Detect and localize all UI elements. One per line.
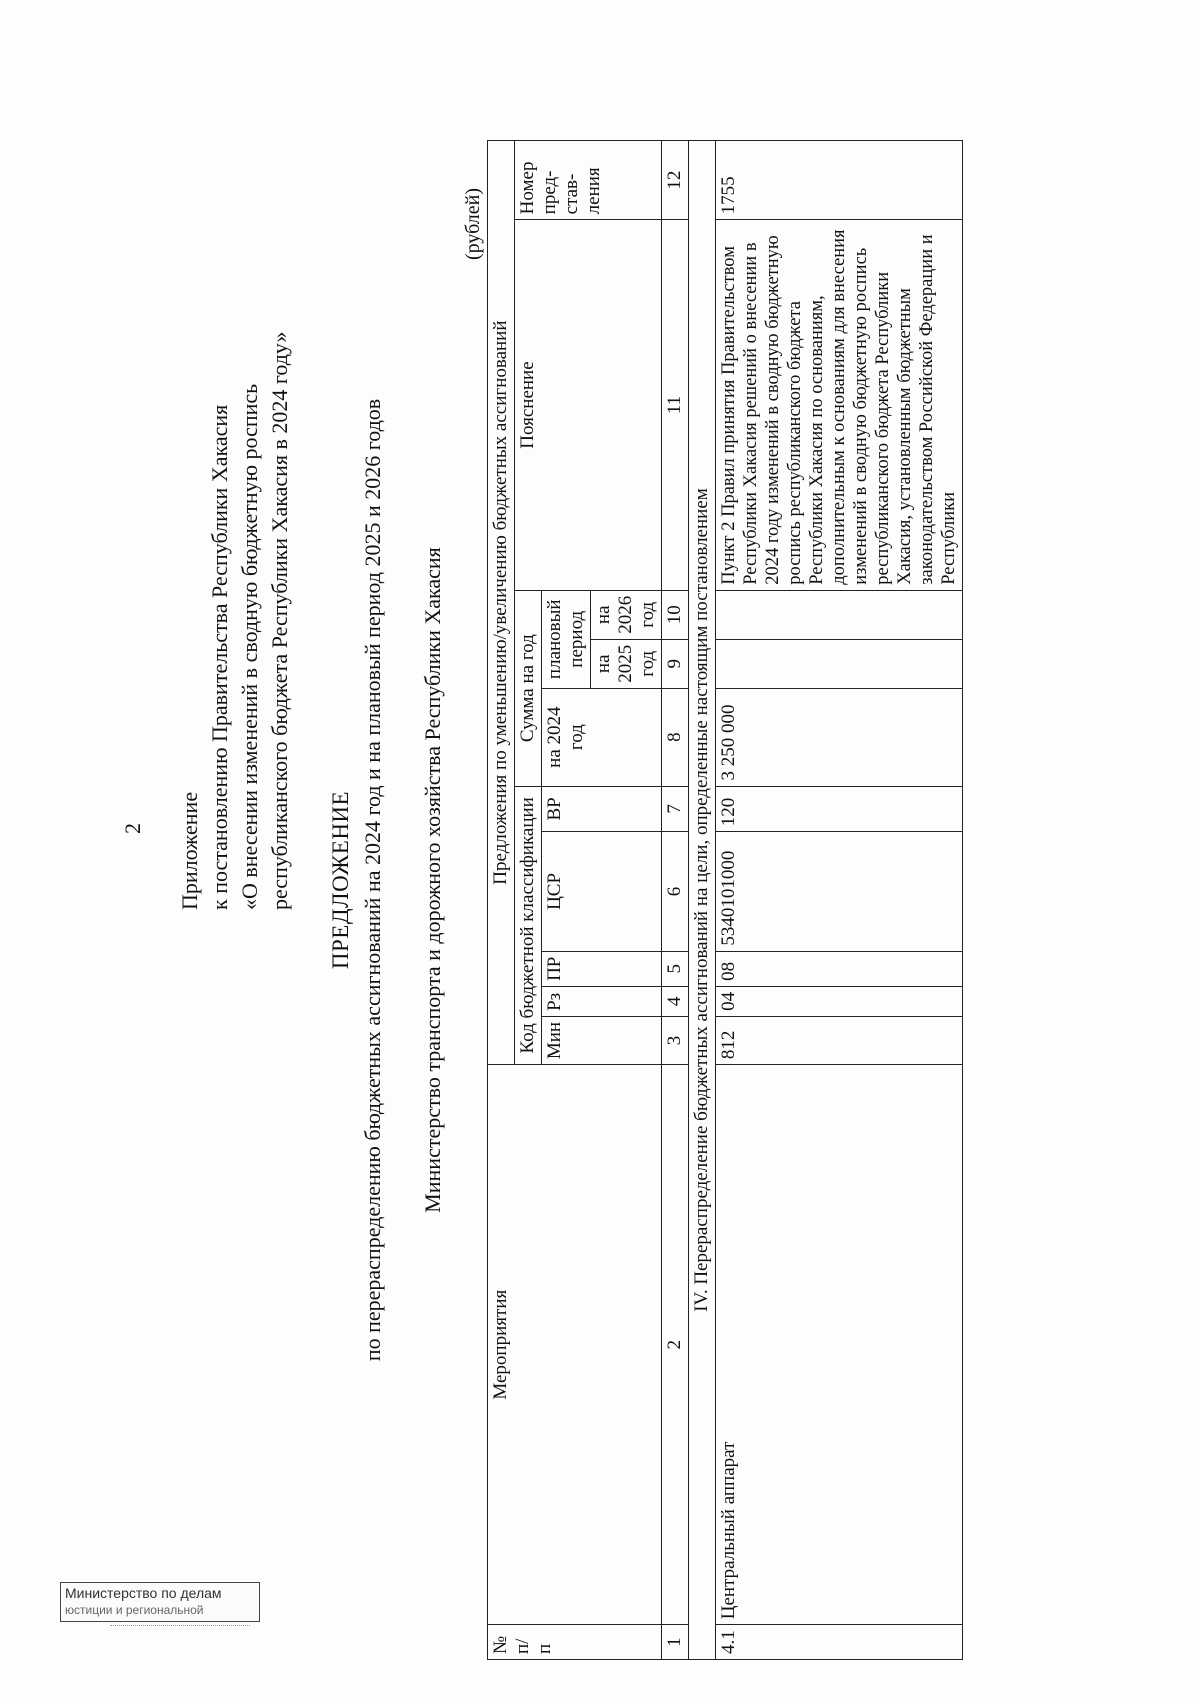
row-2024: 3 250 000	[716, 688, 963, 786]
header-activity: Мероприятия	[488, 1065, 662, 1625]
appendix-line-2: к постановлению Правительства Республики Хакасия	[207, 404, 232, 910]
document-heading: ПРЕДЛОЖЕНИЕ	[328, 790, 353, 970]
appendix-block	[175, 332, 295, 910]
header-num: № п/п	[488, 1625, 662, 1660]
header-planned: плановый период	[542, 590, 591, 688]
appendix-line-4: республиканского бюджета Республики Хакасия в 2024 году»	[267, 331, 292, 910]
row-pr: 08	[716, 951, 963, 986]
proposal-table	[487, 140, 963, 1660]
row-csr: 5340101000	[716, 832, 963, 951]
row-rz: 04	[716, 986, 963, 1016]
table-header-row-1	[488, 141, 515, 1660]
row-vr: 120	[716, 786, 963, 832]
header-pr: ПР	[542, 951, 662, 986]
row-2026	[716, 590, 963, 639]
header-vr: ВР	[542, 786, 662, 832]
row-number: 1755	[716, 141, 963, 220]
row-min: 812	[716, 1016, 963, 1064]
column-number: 12	[662, 141, 689, 220]
table-row	[716, 141, 963, 1660]
column-number: 10	[662, 590, 689, 639]
registration-stamp	[60, 1582, 260, 1622]
header-number: Номер пред-став-ления	[515, 141, 662, 220]
header-csr: ЦСР	[542, 832, 662, 951]
appendix-line-3: «О внесении изменений в сводную бюджетную роспись	[237, 383, 262, 910]
section-title: IV. Перераспределение бюджетных ассигнований на цели, определенные настоящим постановлением	[689, 141, 716, 1660]
stamp-signature-line	[110, 1625, 250, 1626]
header-2025: на 2025 год	[591, 639, 662, 688]
column-number: 8	[662, 688, 689, 786]
header-min: Мин	[542, 1016, 662, 1064]
column-number: 6	[662, 832, 689, 951]
appendix-line-1: Приложение	[177, 791, 202, 910]
ministry-name: Министерство транспорта и дорожного хозяйства Республики Хакасия	[420, 547, 445, 1213]
column-number: 9	[662, 639, 689, 688]
column-number: 11	[662, 220, 689, 590]
column-number: 1	[662, 1625, 689, 1660]
header-2024: на 2024 год	[542, 688, 662, 786]
header-2026: на 2026 год	[591, 590, 662, 639]
row-2025	[716, 639, 963, 688]
column-number: 4	[662, 986, 689, 1016]
header-proposal: Предложения по уменьшению/увеличению бюджетных ассигнований	[488, 141, 515, 1065]
header-rz: Рз	[542, 986, 662, 1016]
row-num: 4.1	[716, 1625, 963, 1660]
column-number: 5	[662, 951, 689, 986]
header-sum: Сумма на год	[515, 590, 542, 786]
column-number-row	[662, 141, 689, 1660]
stamp-line-1: Министерство по делам	[65, 1585, 222, 1601]
column-number: 7	[662, 786, 689, 832]
column-number: 2	[662, 1065, 689, 1625]
units-label: (рублей)	[462, 187, 484, 260]
row-activity: Центральный аппарат	[716, 1065, 963, 1625]
document-subheading: по перераспределению бюджетных ассигнований на 2024 год и на плановый период 2025 и 2026 годов	[360, 398, 385, 1362]
stamp-line-2: юстиции и региональной	[65, 1603, 204, 1617]
section-row	[689, 141, 716, 1660]
rotated-content	[40, 100, 1040, 1660]
row-explanation: Пункт 2 Правил принятия Правительством Республики Хакасия решений о внесении в 2024 году изменений в сводную бюджетную роспись республиканского бюджета Республики Хакасия по основаниям, дополнительным к основаниям для внесения изменений в сводную бюджетную роспись республиканского бюджета Республики Хакасия, установленным бюджетным законодательством Российской Федерации и Республики	[716, 220, 963, 590]
page-number: 2	[120, 823, 145, 834]
header-explanation: Пояснение	[515, 220, 662, 590]
header-budget-code: Код бюджетной классификации	[515, 786, 542, 1065]
column-number: 3	[662, 1016, 689, 1064]
